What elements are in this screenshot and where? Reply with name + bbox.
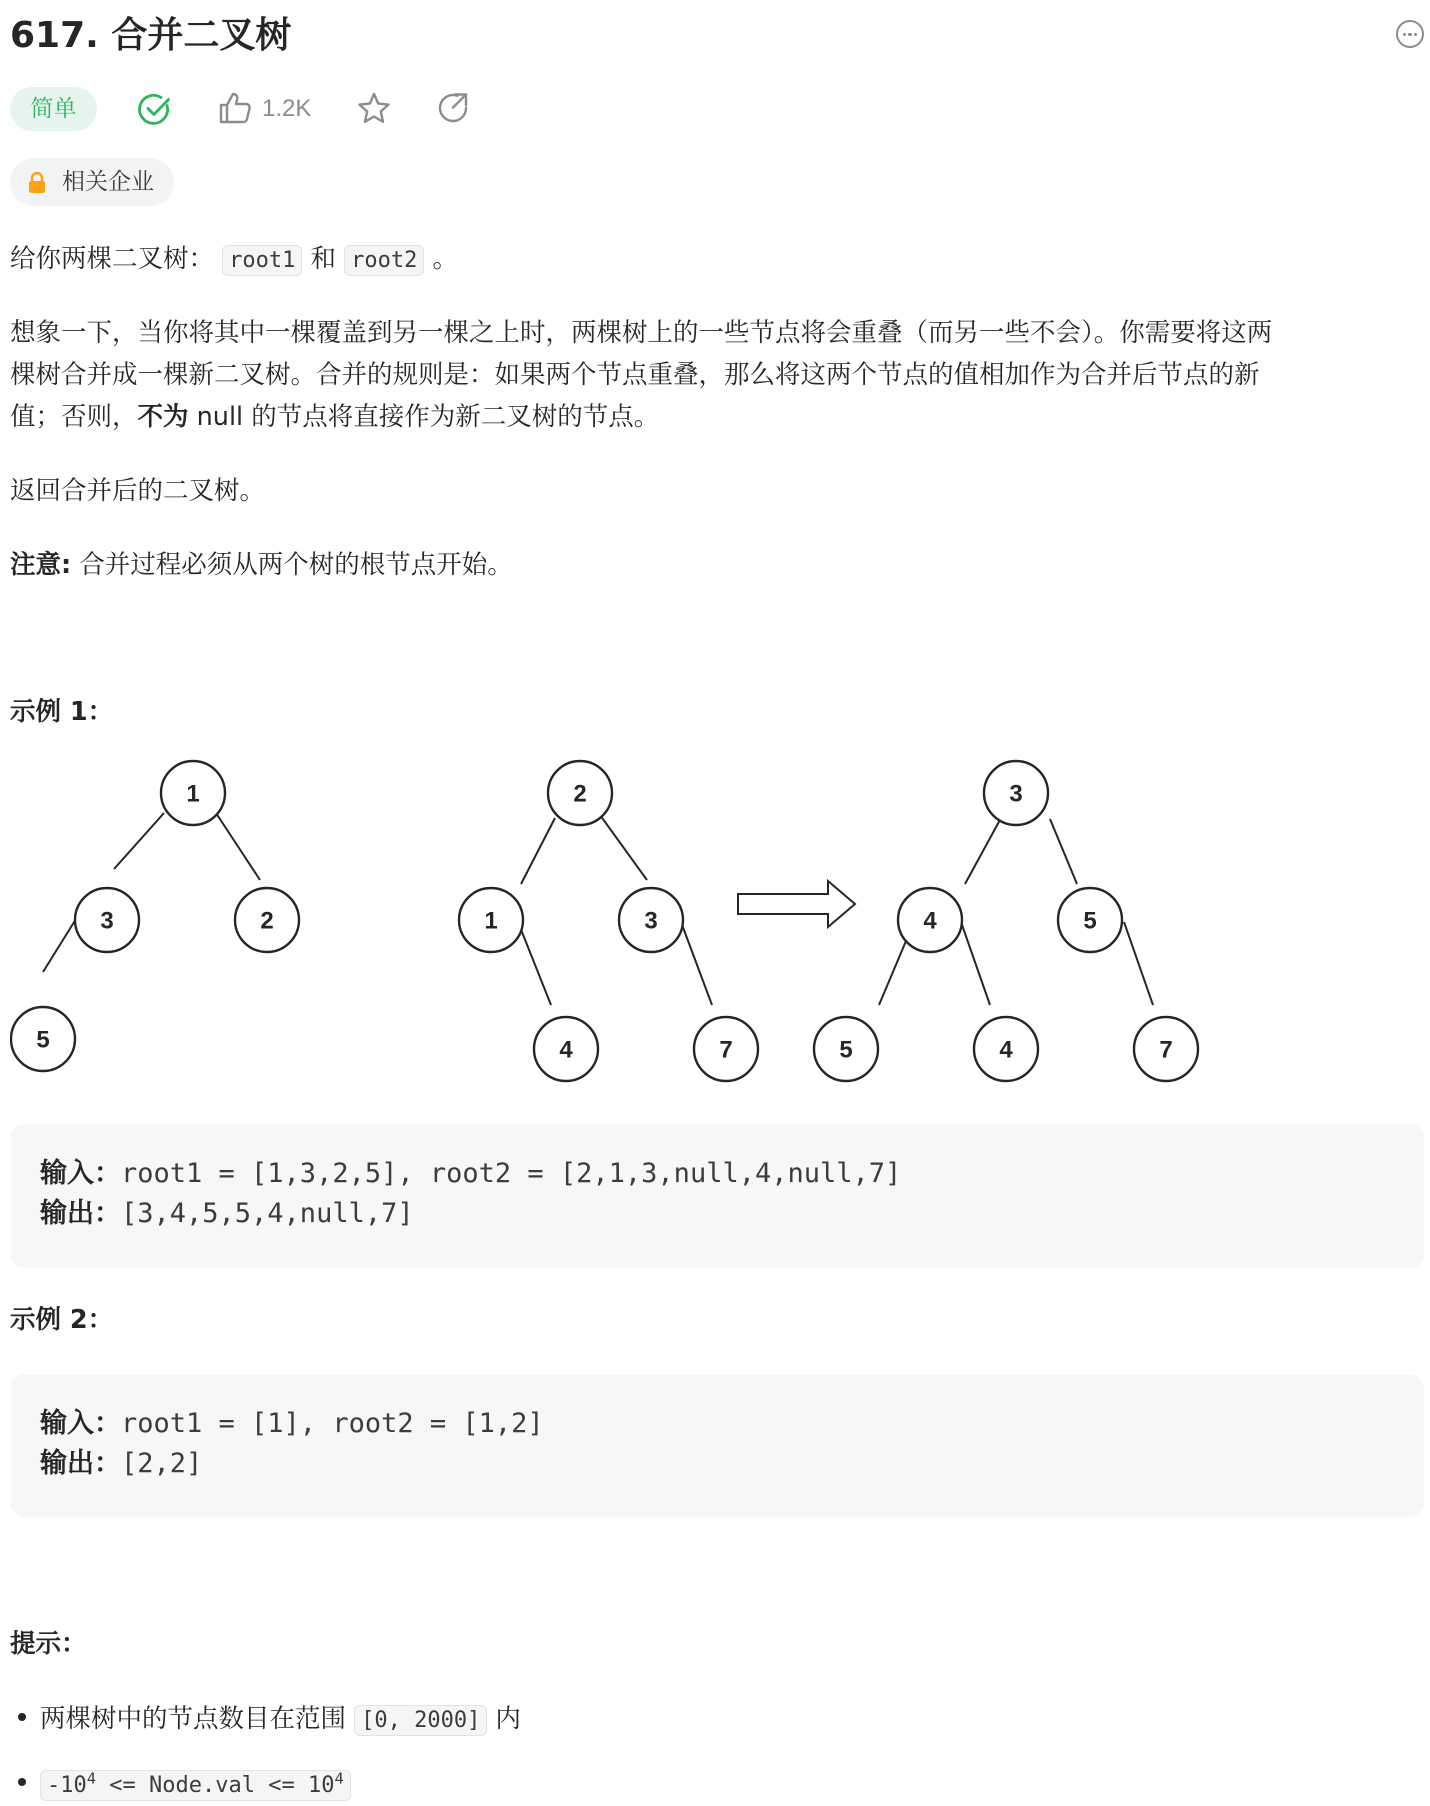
tree3-node: 3 [1009, 780, 1023, 808]
line3-prefix: 值；否则， [10, 402, 138, 432]
like-count: 1.2K [262, 95, 312, 122]
line3-suffix: null 的节点将直接作为新二叉树的节点。 [188, 402, 660, 432]
code-root2: root2 [344, 245, 424, 276]
more-icon[interactable] [1396, 20, 1424, 48]
tree1-node: 3 [100, 907, 114, 935]
output-value: [3,4,5,5,4,null,7] [121, 1198, 414, 1229]
bullet [18, 1778, 26, 1786]
code-root1: root1 [222, 245, 302, 276]
bullet [18, 1713, 26, 1721]
tree3-node: 4 [923, 907, 937, 935]
example1-heading: 示例 1： [10, 697, 114, 727]
example1-code-block [10, 1124, 1424, 1268]
merge-explanation-line1: 想象一下，当你将其中一棵覆盖到另一棵之上时，两棵树上的一些节点将会重叠（而另一些不会）。你需要将这两 [10, 318, 1273, 348]
hint-item-value-range [10, 1764, 351, 1806]
hint2-upper: <= Node.val <= 10 [96, 1773, 335, 1798]
merge-explanation-line3 [10, 396, 659, 438]
hint1-prefix: 两棵树中的节点数目在范围 [40, 1704, 355, 1734]
merge-explanation-line2: 棵树合并成一棵新二叉树。合并的规则是：如果两个节点重叠，那么将这两个节点的值相加作为合并后节点的新 [10, 360, 1260, 390]
input-value: root1 = [1], root2 = [1,2] [121, 1408, 544, 1439]
line3-bold: 不为 [137, 402, 189, 432]
hint1-code: [0, 2000] [354, 1705, 487, 1736]
lock-icon [28, 172, 46, 194]
title-row [10, 12, 1424, 60]
output-value: [2,2] [121, 1448, 203, 1479]
company-tag[interactable] [10, 158, 174, 206]
input-label: 输入： [40, 1408, 121, 1439]
company-tag-label: 相关企业 [62, 169, 154, 195]
intro-paragraph [10, 238, 458, 282]
example2-heading: 示例 2： [10, 1305, 114, 1335]
note-label: 注意: [10, 550, 72, 580]
hint2-exp2: 4 [334, 1769, 344, 1788]
tree1-node: 5 [36, 1026, 50, 1054]
tree2-node: 3 [644, 907, 658, 935]
star-icon[interactable] [356, 91, 392, 127]
tree1-node: 1 [186, 780, 200, 808]
hint1-suffix: 内 [487, 1704, 521, 1734]
tree1-node: 2 [260, 907, 274, 935]
hint2-code [40, 1770, 351, 1801]
hint-item-node-count [10, 1699, 521, 1741]
example1-tree-figure [10, 758, 1230, 1098]
hint2-lower: -10 [47, 1773, 87, 1798]
example1-output-line [40, 1194, 414, 1234]
return-paragraph: 返回合并后的二叉树。 [10, 476, 266, 506]
input-label: 输入： [40, 1158, 121, 1189]
thumbs-up-icon[interactable] [218, 91, 252, 125]
tree2-node: 1 [484, 907, 498, 935]
tree3-node: 4 [999, 1036, 1013, 1064]
example2-output-line [40, 1444, 202, 1484]
output-label: 输出： [40, 1198, 121, 1229]
tree3-node: 5 [839, 1036, 853, 1064]
arrow-right-icon [738, 881, 855, 927]
tree2-node: 7 [719, 1036, 733, 1064]
hint2-exp1: 4 [86, 1769, 97, 1788]
note-text: 合并过程必须从两个树的根节点开始。 [71, 550, 513, 580]
example1-input-line [40, 1154, 901, 1194]
intro-text: 给你两棵二叉树： [10, 244, 215, 274]
intro-period: 。 [432, 244, 458, 274]
tree3-node: 7 [1159, 1036, 1173, 1064]
tree2-node: 2 [573, 780, 587, 808]
tree2-node: 4 [559, 1036, 573, 1064]
input-value: root1 = [1,3,2,5], root2 = [2,1,3,null,4,null,7] [121, 1158, 902, 1189]
meta-row [10, 85, 710, 133]
intro-and: 和 [310, 244, 336, 274]
share-icon[interactable] [436, 91, 470, 125]
note-paragraph [10, 544, 513, 586]
hints-heading: 提示： [10, 1629, 87, 1659]
difficulty-badge: 简单 [10, 87, 97, 131]
example2-input-line [40, 1404, 544, 1444]
example2-code-block [10, 1374, 1424, 1517]
problem-title: 617. 合并二叉树 [10, 15, 292, 56]
accepted-check-icon [137, 91, 173, 127]
tree3-node: 5 [1083, 907, 1097, 935]
output-label: 输出： [40, 1448, 121, 1479]
